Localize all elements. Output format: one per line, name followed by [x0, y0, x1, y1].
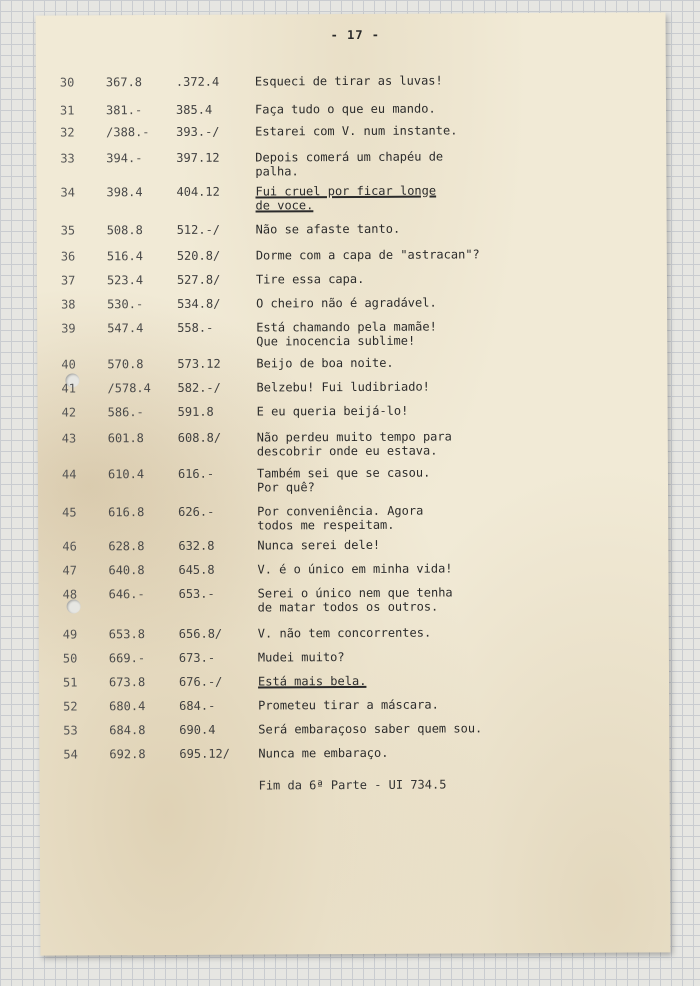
row-number: 52	[63, 699, 78, 714]
row-number: 30	[59, 75, 75, 90]
time-out: 385.4	[176, 102, 213, 117]
subtitle-text: V. não tem concorrentes.	[257, 625, 432, 641]
time-out: 616.-	[177, 466, 215, 481]
subtitle-text: Depois comerá um chapéu de palha.	[255, 149, 444, 179]
punch-hole	[67, 599, 81, 613]
table-row	[36, 72, 666, 90]
subtitle-text: Fui cruel por ficar longe de voce.	[255, 183, 437, 213]
time-out: 591.8	[177, 404, 214, 419]
time-out: 684.-	[179, 698, 216, 713]
time-out: 558.-	[177, 320, 214, 335]
time-in: 367.8	[105, 75, 143, 90]
time-in: 508.8	[106, 223, 143, 238]
table-row	[37, 378, 667, 396]
time-out: 397.12	[176, 150, 220, 165]
time-out: 645.8	[178, 562, 215, 577]
time-in: 616.8	[108, 505, 145, 520]
subtitle-text: V. é o único em minha vida!	[257, 561, 453, 577]
time-out: 690.4	[179, 722, 216, 737]
time-out: 653.-	[178, 586, 215, 601]
time-in: 669.-	[108, 651, 146, 666]
time-out: 520.8/	[176, 248, 221, 263]
row-number: 34	[60, 185, 75, 200]
subtitle-text: Mudei muito?	[257, 650, 345, 665]
time-out: 626.-	[178, 504, 215, 519]
row-number: 45	[62, 505, 77, 520]
row-number: 48	[62, 587, 78, 602]
table-row	[39, 648, 669, 666]
subtitle-text: Nunca me embaraço.	[258, 745, 389, 761]
time-in: 398.4	[106, 185, 143, 200]
row-number: 49	[62, 627, 78, 642]
subtitle-text: Também sei que se casou. Por quê?	[256, 465, 431, 495]
time-in: 570.8	[107, 357, 144, 372]
time-out: 608.8/	[177, 430, 222, 445]
part-end-note: Fim da 6ª Parte - UI 734.5	[258, 777, 447, 793]
row-number: 54	[63, 747, 78, 762]
table-row	[39, 744, 669, 762]
time-out: 534.8/	[177, 296, 221, 311]
row-number: 47	[62, 563, 77, 578]
table-row	[39, 672, 669, 690]
row-number: 53	[63, 723, 78, 738]
time-in: 640.8	[108, 563, 145, 578]
subtitle-text: Nunca serei dele!	[257, 537, 381, 553]
table-row	[36, 122, 666, 140]
row-number: 51	[62, 675, 78, 690]
time-in: 684.8	[109, 723, 146, 738]
time-out: 695.12/	[179, 746, 231, 761]
time-in: 547.4	[107, 321, 144, 336]
row-number: 35	[60, 223, 76, 238]
table-row	[39, 624, 669, 642]
row-number: 40	[61, 357, 76, 372]
time-in: 646.-	[108, 587, 145, 602]
table-row	[37, 270, 667, 288]
row-number: 42	[61, 405, 77, 420]
row-number: 50	[62, 651, 78, 666]
row-number: 39	[61, 321, 76, 336]
page-number: - 17 -	[330, 27, 381, 43]
row-number: 36	[60, 249, 76, 264]
time-out: 656.8/	[178, 626, 223, 641]
row-number: 33	[60, 151, 75, 166]
time-in: 628.8	[108, 539, 145, 554]
subtitle-text: Estarei com V. num instante.	[255, 123, 458, 139]
table-row	[39, 696, 669, 714]
table-row	[36, 100, 666, 118]
time-out: 632.8	[178, 538, 215, 553]
table-row	[38, 402, 668, 420]
subtitle-text: Belzebu! Fui ludibriado!	[256, 379, 430, 395]
table-row	[38, 464, 668, 495]
subtitle-text: Serei o único nem que tenha de matar todos os outros.	[257, 585, 453, 615]
table-row	[37, 246, 667, 264]
subtitle-text: Não se afaste tanto.	[255, 221, 401, 237]
time-in: 692.8	[109, 747, 146, 762]
time-in: 530.-	[107, 297, 144, 312]
table-row	[39, 584, 669, 615]
time-in: 601.8	[107, 431, 144, 446]
document-page	[36, 12, 671, 955]
subtitle-text: Por conveniência. Agora todos me respeitam.	[257, 503, 424, 533]
table-row	[38, 428, 668, 459]
time-in: 523.4	[106, 273, 144, 288]
table-row	[37, 294, 667, 312]
subtitle-text: Faça tudo o que eu mando.	[255, 101, 436, 117]
subtitle-text: E eu queria beijá-lo!	[256, 403, 409, 419]
row-number: 43	[61, 431, 77, 446]
table-row	[37, 318, 667, 349]
subtitle-text: Tire essa capa.	[255, 271, 365, 287]
subtitle-text: Está mais bela.	[257, 673, 367, 689]
row-number: 38	[61, 297, 76, 312]
row-number: 31	[60, 103, 75, 118]
time-in: 586.-	[107, 405, 144, 420]
time-out: .372.4	[175, 74, 220, 89]
time-out: 582.-/	[177, 380, 221, 395]
subtitle-text: O cheiro não é agradável.	[256, 295, 437, 311]
time-out: 393.-/	[176, 124, 220, 139]
time-out: 512.-/	[176, 222, 221, 237]
subtitle-text: Dorme com a capa de "astracan"?	[255, 247, 480, 263]
time-in: 673.8	[108, 675, 146, 690]
subtitle-text: Beijo de boa noite.	[256, 355, 394, 371]
table-row	[38, 536, 668, 554]
time-in: 381.-	[106, 103, 143, 118]
subtitle-text: Está chamando pela mamãe! Que inocencia sublime!	[256, 319, 437, 349]
table-row	[38, 502, 668, 533]
table-row	[39, 720, 669, 738]
row-number: 46	[62, 539, 77, 554]
time-out: 676.-/	[178, 674, 223, 689]
time-out: 404.12	[176, 184, 220, 199]
table-row	[37, 354, 667, 372]
time-out: 527.8/	[176, 272, 221, 287]
time-out: 573.12	[177, 356, 221, 371]
subtitle-text: Não perdeu muito tempo para descobrir onde eu estava.	[256, 429, 452, 459]
row-number: 37	[60, 273, 76, 288]
time-in: 394.-	[106, 151, 143, 166]
time-in: 610.4	[107, 467, 145, 482]
subtitle-text: Será embaraçoso saber quem sou.	[258, 721, 483, 737]
time-out: 673.-	[178, 650, 216, 665]
time-in: 516.4	[106, 249, 143, 264]
time-in: 680.4	[109, 699, 146, 714]
table-row	[36, 148, 666, 179]
row-number: 44	[61, 467, 77, 482]
row-number: 32	[60, 125, 75, 140]
table-row	[37, 220, 667, 238]
time-in: 653.8	[108, 627, 145, 642]
time-in: /388.-	[106, 125, 150, 140]
row-number: 41	[61, 381, 76, 396]
time-in: /578.4	[107, 381, 151, 396]
subtitle-text: Esqueci de tirar as luvas!	[254, 73, 443, 89]
table-row	[38, 560, 668, 578]
subtitle-text: Prometeu tirar a máscara.	[258, 697, 439, 713]
table-row	[36, 182, 666, 213]
